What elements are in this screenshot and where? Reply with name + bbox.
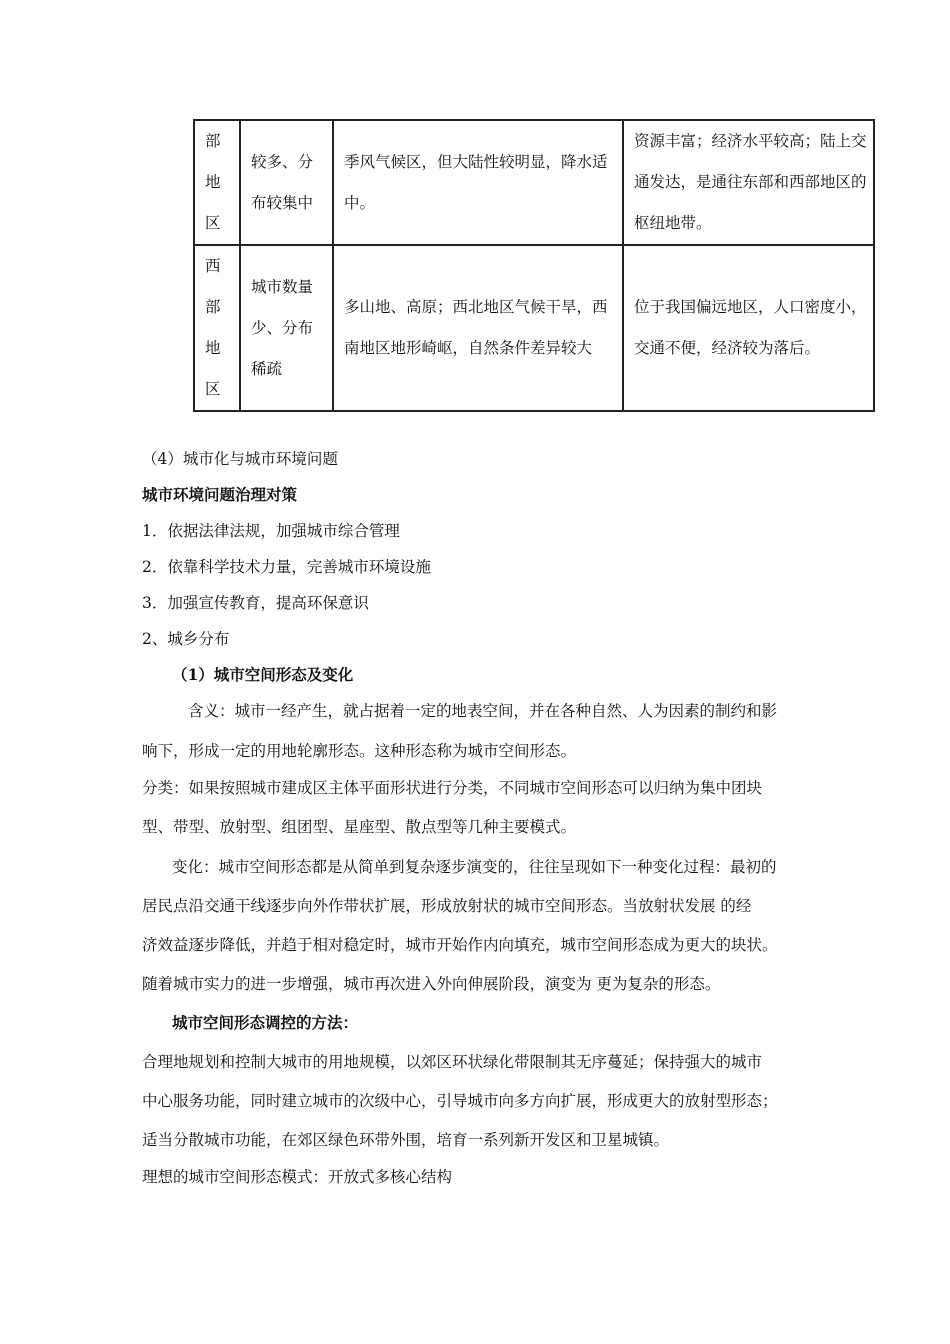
region-cell [194,120,240,245]
control-line: 中心服务功能，同时建立城市的次级中心，引导城市向多方向扩展，形成更大的放射型形态； [142,1092,778,1110]
table-row [194,245,874,411]
control-title: 城市空间形态调控的方法： [172,1013,359,1032]
city-cell [240,120,333,245]
economy-cell [623,245,874,411]
change-line: 随着城市实力的进一步增强，城市再次进入外向伸展阶段，演变为 更为复杂的形态。 [142,975,721,993]
regions-table [193,119,875,412]
control-line: 适当分散城市功能，在郊区绿色环带外围，培育一系列新开发区和卫星城镇。 [142,1131,670,1149]
region-name: 西部地区 [205,257,221,398]
definition-line: 含义：城市一经产生，就占据着一定的地表空间，并在各种自然、人为因素的制约和影 [188,702,778,720]
nature-text: 季风气候区，但大陆性较明显，降水适中。 [344,152,608,212]
city-text: 较多、分布较集中 [251,152,314,212]
nature-text: 多山地、高原；西北地区气候干旱，西南地区地形崎岖，自然条件差异较大 [344,298,608,357]
list-item: 2．依靠科学技术力量，完善城市环境设施 [142,558,431,576]
economy-text: 资源丰富；经济水平较高；陆上交通发达，是通往东部和西部地区的枢纽地带。 [634,132,867,232]
classification-line: 分类：如果按照城市建成区主体平面形状进行分类，不同城市空间形态可以归纳为集中团块 [142,779,763,797]
nature-cell [333,245,623,411]
table-row [194,120,874,245]
change-line: 变化：城市空间形态都是从简单到复杂逐步演变的，往往呈现如下一种变化过程：最初的 [172,858,777,876]
ideal-model: 理想的城市空间形态模式：开放式多核心结构 [142,1168,453,1186]
nature-cell [333,120,623,245]
list-item: 3．加强宣传教育，提高环保意识 [142,594,369,612]
list-item: 1．依据法律法规，加强城市综合管理 [142,522,400,540]
definition-line: 响下，形成一定的用地轮廓形态。这种形态称为城市空间形态。 [142,742,577,760]
change-line: 居民点沿交通干线逐步向外作带状扩展，形成放射状的城市空间形态。当放射状发展 的经 [142,897,752,915]
region-name: 部地区 [205,132,221,232]
region-cell [194,245,240,411]
subsection-heading: （1）城市空间形态及变化 [172,665,354,684]
change-line: 济效益逐步降低，并趋于相对稳定时，城市开始作内向填充，城市空间形态成为更大的块状。 [142,936,778,954]
section-heading: （4）城市化与城市环境问题 [142,450,338,468]
control-line: 合理地规划和控制大城市的用地规模，以郊区环状绿化带限制其无序蔓延；保持强大的城市 [142,1053,763,1071]
city-text: 城市数量少、分布稀疏 [251,277,314,378]
city-cell [240,245,333,411]
section-heading: 2、城乡分布 [142,630,230,648]
classification-line: 型、带型、放射型、组团型、星座型、散点型等几种主要模式。 [142,818,577,836]
economy-cell [623,120,874,245]
economy-text: 位于我国偏远地区，人口密度小，交通不便，经济较为落后。 [634,298,867,357]
measures-title: 城市环境问题治理对策 [142,485,298,504]
